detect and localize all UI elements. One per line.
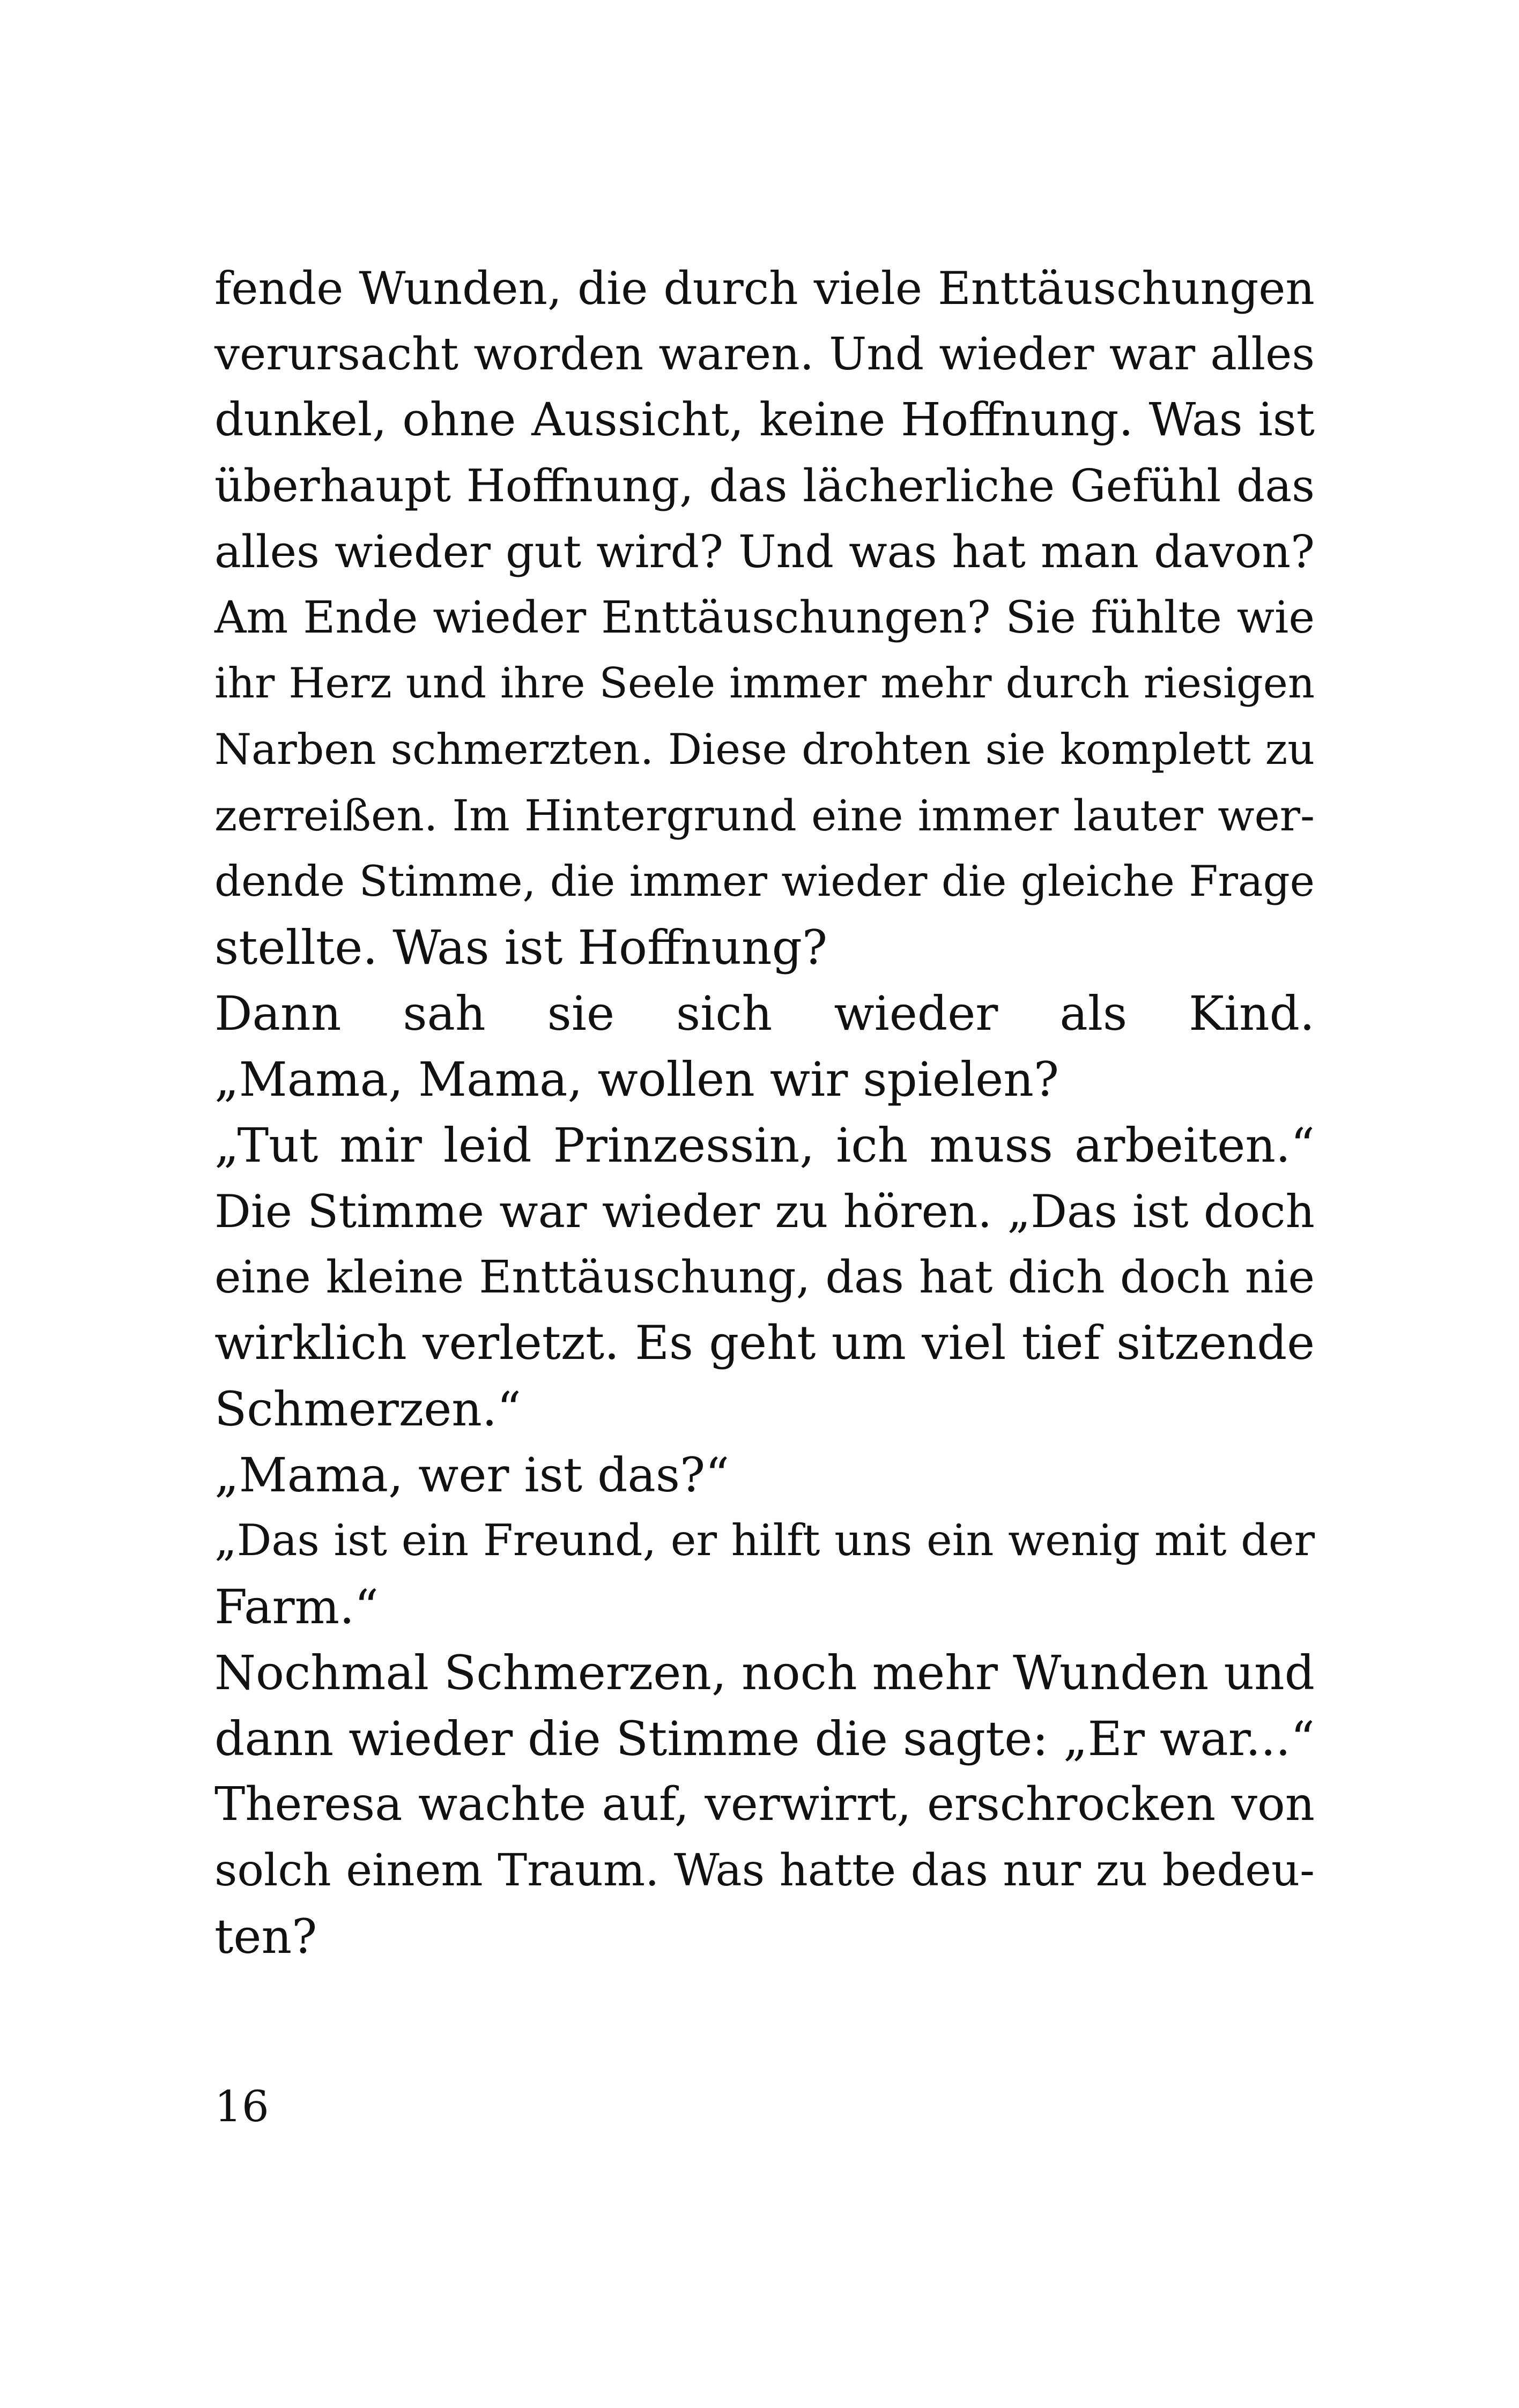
text-line: „Mama, wer ist das?“ — [214, 1447, 730, 1503]
text-line: „Das ist ein Freund, er hilft uns ein wenig mit der — [214, 1515, 1315, 1566]
text-line: überhaupt Hoffnung, das lächerliche Gefühl das — [214, 459, 1315, 512]
text-line: zerreißen. Im Hintergrund eine immer lauter wer- — [214, 791, 1315, 841]
text-line: Dann sah sie sich wieder als Kind. — [214, 986, 1315, 1041]
text-line: alles wieder gut wird? Und was hat man davon? — [214, 525, 1315, 578]
text-line: stellte. Was ist Hoffnung? — [214, 920, 828, 975]
text-line: eine kleine Enttäuschung, das hat dich doch nie — [214, 1251, 1315, 1303]
page-number: 16 — [214, 2082, 269, 2131]
text-line: wirklich verletzt. Es geht um viel tief sitzende — [214, 1316, 1315, 1370]
text-line: ten? — [214, 1909, 317, 1964]
text-line: Nochmal Schmerzen, noch mehr Wunden und — [214, 1645, 1315, 1700]
text-line: verursacht worden waren. Und wieder war alles — [214, 328, 1315, 380]
text-line: Die Stimme war wieder zu hören. „Das ist doch — [214, 1185, 1315, 1238]
text-line: dunkel, ohne Aussicht, keine Hoffnung. Was ist — [214, 393, 1315, 447]
text-line: Schmerzen.“ — [214, 1381, 521, 1437]
body-text — [214, 255, 1315, 1969]
text-line: dann wieder die Stimme die sagte: „Er war...“ — [214, 1711, 1315, 1766]
text-line: fende Wunden, die durch viele Enttäuschungen — [214, 262, 1315, 315]
text-line: „Mama, Mama, wollen wir spielen? — [214, 1052, 1059, 1107]
text-line: Am Ende wieder Enttäuschungen? Sie fühlte wie — [214, 592, 1315, 643]
text-line: solch einem Traum. Was hatte das nur zu bedeu- — [214, 1845, 1315, 1896]
text-line: Narben schmerzten. Diese drohten sie komplett zu — [214, 725, 1315, 774]
text-line: Theresa wachte auf, verwirrt, erschrocken von — [214, 1778, 1315, 1831]
text-line: dende Stimme, die immer wieder die gleiche Frage — [214, 857, 1315, 906]
text-line: Farm.“ — [214, 1579, 379, 1634]
text-line: ihr Herz und ihre Seele immer mehr durch riesigen — [214, 659, 1315, 708]
text-line: „Tut mir leid Prinzessin, ich muss arbeiten.“ — [214, 1118, 1315, 1173]
